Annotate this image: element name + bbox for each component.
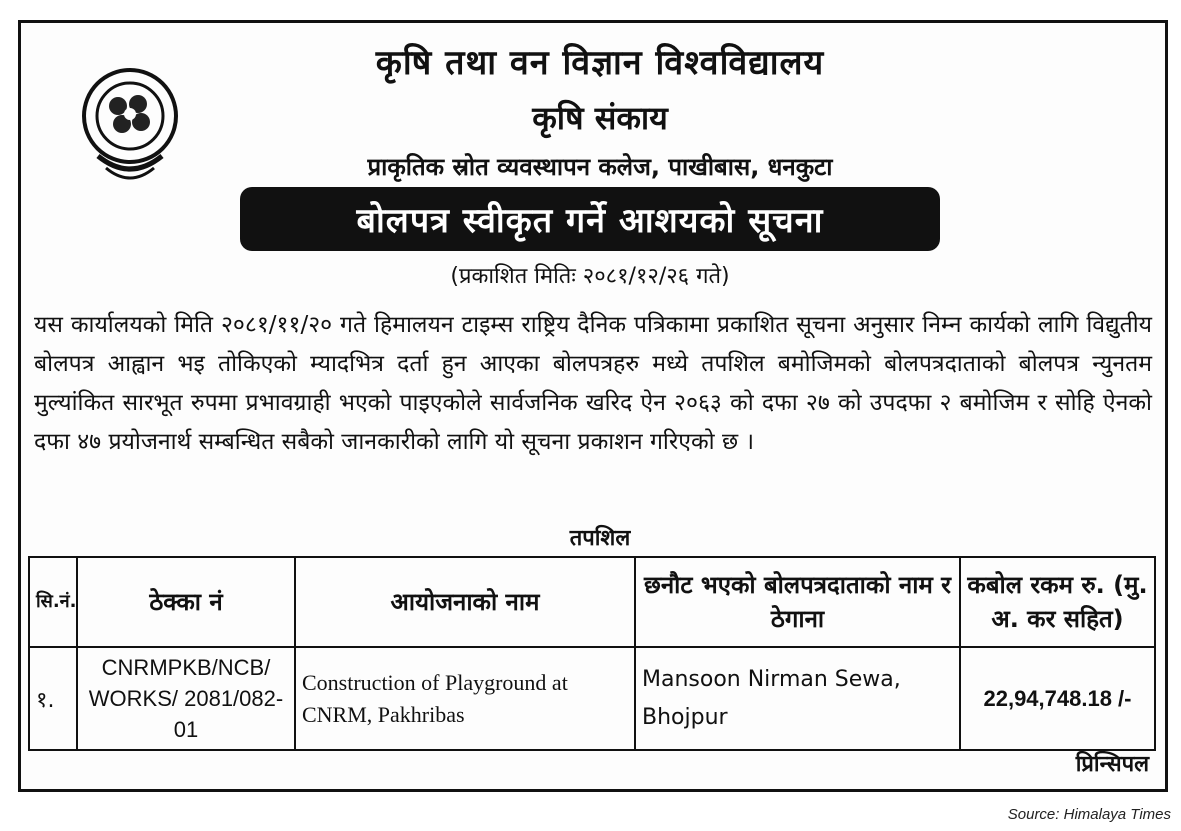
notice-title: बोलपत्र स्वीकृत गर्ने आशयको सूचना	[356, 201, 824, 241]
header-contract-no: ठेक्का नं	[77, 557, 295, 647]
source-credit: Source: Himalaya Times	[1007, 806, 1171, 823]
table-row	[29, 647, 1155, 750]
header-sn: सि.नं.	[29, 557, 77, 647]
cell-project: Construction of Playground at CNRM, Pakhribas	[295, 647, 635, 750]
cell-bidder: Mansoon Nirman Sewa, Bhojpur	[635, 647, 960, 750]
header-bidder: छनौट भएको बोलपत्रदाताको नाम र ठेगाना	[635, 557, 960, 647]
header-project: आयोजनाको नाम	[295, 557, 635, 647]
notice-body: यस कार्यालयको मिति २०८१/११/२० गते हिमालयन टाइम्स राष्ट्रिय दैनिक पत्रिकामा प्रकाशित सूचना अनुसार निम्न कार्यको लागि विद्युतीय बोलपत्र आह्वान भइ तोकिएको म्यादभित्र दर्ता हुन आएका बोलपत्रहरु मध्ये तपशिल बमोजिमको बोलपत्रदाताको बोलपत्र न्युनतम मुल्यांकित सारभूत रुपमा प्रभावग्राही भएको पाइएकोले सार्वजनिक खरिद ऐन २०६३ को दफा २७ को उपदफा २ बमोजिम र सोहि ऐनको दफा ४७ प्रयोजनार्थ सम्बन्धित सबैको जानकारीको लागि यो सूचना प्रकाशन गरिएको छ ।	[34, 312, 1152, 455]
table-caption: तपशिल	[569, 526, 631, 551]
header-amount: कबोल रकम रु. (मु. अ. कर सहित)	[960, 557, 1155, 647]
university-name: कृषि तथा वन विज्ञान विश्वविद्यालय	[375, 43, 825, 83]
award-table	[28, 556, 1156, 751]
table-header-row	[29, 557, 1155, 647]
university-seal-icon	[78, 64, 182, 188]
faculty-name: कृषि संकाय	[532, 99, 668, 137]
cell-sn: १.	[29, 647, 77, 750]
published-date: (प्रकाशित मितिः २०८१/१२/२६ गते)	[450, 264, 730, 289]
signature-title: प्रिन्सिपल	[1075, 752, 1149, 777]
notice-title-banner	[240, 187, 940, 251]
college-name: प्राकृतिक स्रोत व्यवस्थापन कलेज, पाखीबास, धनकुटा	[367, 153, 833, 181]
cell-amount: 22,94,748.18 /-	[960, 647, 1155, 750]
cell-contract-no: CNRMPKB/NCB/ WORKS/ 2081/082-01	[77, 647, 295, 750]
